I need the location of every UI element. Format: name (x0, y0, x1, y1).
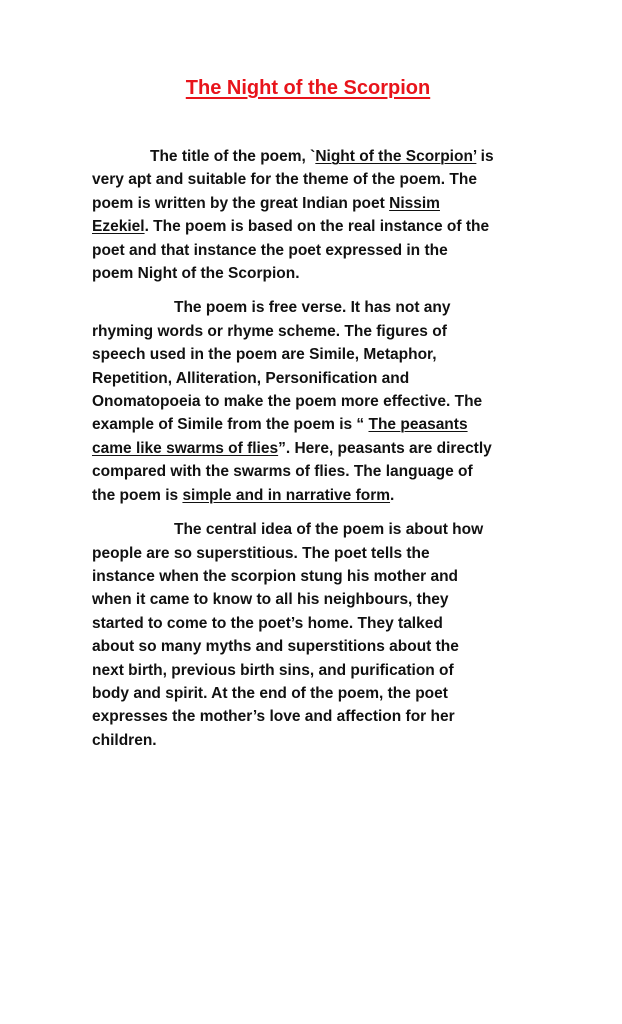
text-line: Ezekiel. The poem is based on the real instance of the (92, 218, 490, 236)
text-line: body and spirit. At the end of the poem, the poet (92, 684, 448, 702)
text-line: compared with the swarms of flies. The language of (92, 463, 473, 481)
text-line: The poem is free verse. It has not any (174, 299, 451, 317)
paragraph-2 (92, 296, 554, 507)
text-line: when it came to know to all his neighbours, they (92, 591, 449, 609)
text-line: example of Simile from the poem is “ The peasants (92, 416, 468, 434)
underlined-phrase: Night of the Scorpion’ (315, 148, 477, 165)
text-line: The central idea of the poem is about how (174, 521, 484, 539)
underlined-phrase: simple and in narrative form (182, 486, 391, 504)
document-title-text: The Night of the Scorpion (185, 77, 431, 99)
text-line: started to come to the poet’s home. They talked (92, 614, 443, 632)
text-line: poem is written by the great Indian poet Nissim (92, 194, 440, 212)
text-line: rhyming words or rhyme scheme. The figures of (92, 322, 447, 340)
text-line: instance when the scorpion stung his mother and (92, 567, 459, 585)
paragraph-1 (92, 145, 554, 285)
text-line: came like swarms of flies”. Here, peasants are directly (92, 439, 492, 457)
underlined-phrase: Ezekiel (92, 218, 145, 236)
text-line: expresses the mother’s love and affection for her (92, 708, 455, 726)
text-line: the poem is simple and in narrative form. (92, 486, 395, 504)
underlined-phrase: came like swarms of flies (92, 439, 279, 457)
text-line: speech used in the poem are Simile, Metaphor, (92, 346, 437, 364)
underlined-phrase: The peasants (368, 416, 468, 434)
text-line: poem Night of the Scorpion. (92, 265, 300, 283)
document-title (0, 76, 616, 100)
text-line: about so many myths and superstitions about the (92, 638, 459, 656)
paragraph-3 (92, 518, 554, 752)
text-line: Onomatopoeia to make the poem more effective. The (92, 393, 483, 411)
text-line: next birth, previous birth sins, and purification of (92, 661, 454, 679)
text-line: Repetition, Alliteration, Personification and (92, 369, 410, 387)
text-line: very apt and suitable for the theme of the poem. The (92, 171, 477, 189)
text-line: people are so superstitious. The poet tells the (92, 544, 430, 562)
underlined-phrase: Nissim (389, 194, 440, 212)
text-line: The title of the poem, `Night of the Scorpion’ is (150, 148, 494, 165)
document-body (92, 145, 554, 763)
text-line: children. (92, 731, 157, 749)
text-line: poet and that instance the poet expressed in the (92, 241, 448, 259)
